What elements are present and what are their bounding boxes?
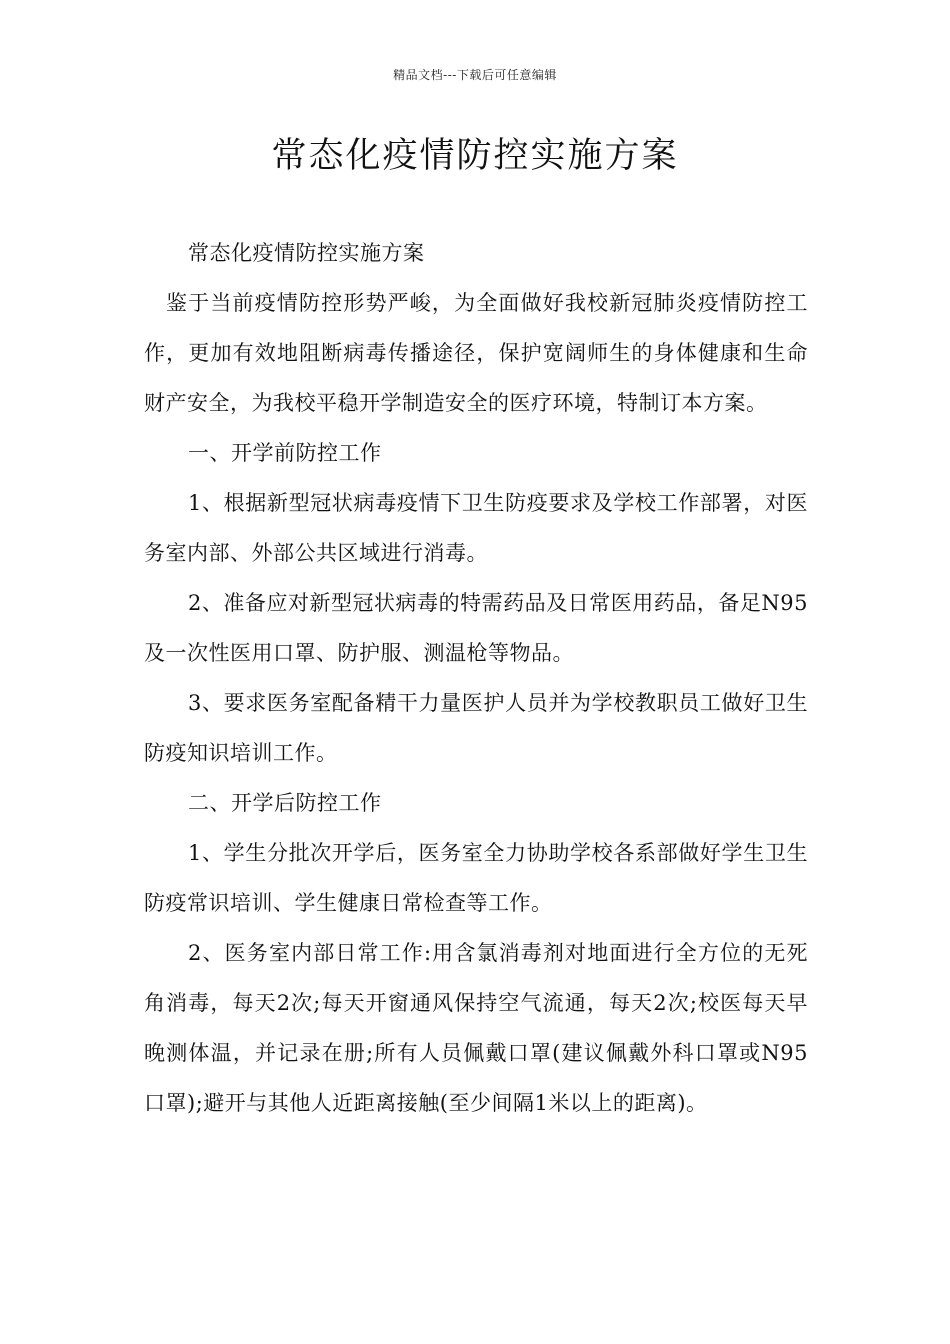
paragraph-item-3: 3、要求医务室配备精干力量医护人员并为学校教职员工做好卫生防疫知识培训工作。 <box>144 691 808 765</box>
document-body <box>144 228 808 1128</box>
document-title: 常态化疫情防控实施方案 <box>271 136 679 176</box>
paragraph-item-5: 2、医务室内部日常工作:用含氯消毒剂对地面进行全方位的无死角消毒，每天2次;每天开窗通风保持空气流通，每天2次;校医每天早晚测体温，并记录在册;所有人员佩戴口罩(建议佩戴外科口罩或N95口罩);避开与其他人近距离接触(至少间隔1米以上的距离)。 <box>144 941 808 1115</box>
section-heading-before-school: 一、开学前防控工作 <box>188 441 382 465</box>
section-heading-after-school: 二、开学后防控工作 <box>188 791 382 815</box>
paragraph-item-2: 2、准备应对新型冠状病毒的特需药品及日常医用药品，备足N95及一次性医用口罩、防护服、测温枪等物品。 <box>144 591 808 665</box>
intro-paragraph: 鉴于当前疫情防控形势严峻，为全面做好我校新冠肺炎疫情防控工作，更加有效地阻断病毒传播途径，保护宽阔师生的身体健康和生命财产安全，为我校平稳开学制造安全的医疗环境，特制订本方案。 <box>144 291 808 415</box>
subtitle-paragraph: 常态化疫情防控实施方案 <box>188 241 425 265</box>
header-note: 精品文档---下载后可任意编辑 <box>393 68 557 82</box>
paragraph-item-4: 1、学生分批次开学后，医务室全力协助学校各系部做好学生卫生防疫常识培训、学生健康日常检查等工作。 <box>144 841 808 915</box>
paragraph-item-1: 1、根据新型冠状病毒疫情下卫生防疫要求及学校工作部署，对医务室内部、外部公共区域进行消毒。 <box>144 491 808 565</box>
